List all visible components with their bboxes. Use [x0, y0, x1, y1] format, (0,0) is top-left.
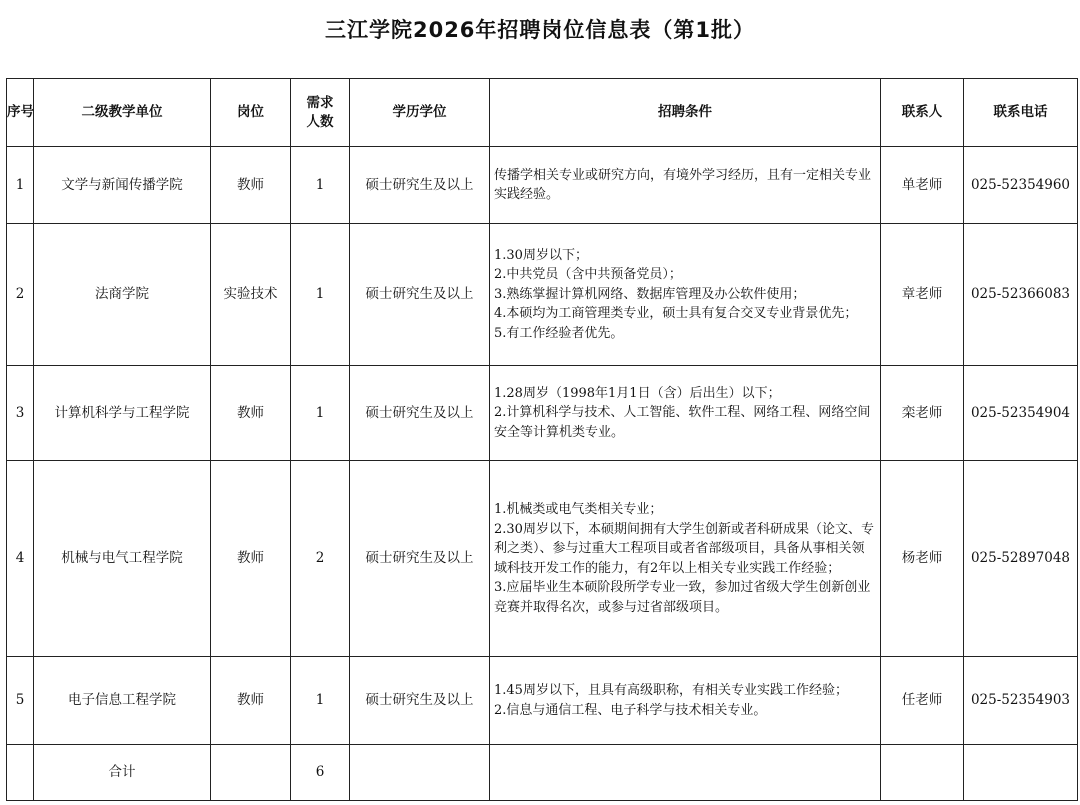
- header-row: [7, 79, 1078, 147]
- header-phone: 联系电话: [964, 79, 1078, 147]
- cell-requirements-empty: [490, 745, 881, 801]
- header-count: 需求人数: [291, 79, 350, 147]
- cell-unit: 电子信息工程学院: [34, 657, 211, 745]
- cell-phone-empty: [964, 745, 1078, 801]
- requirement-line: 1.30周岁以下；: [494, 247, 588, 263]
- cell-count: 1: [291, 147, 350, 224]
- requirement-line: 5.有工作经验者优先。: [494, 325, 624, 341]
- cell-unit: 法商学院: [34, 224, 211, 366]
- table-row: [7, 461, 1078, 657]
- cell-seq: 5: [7, 657, 34, 745]
- cell-position: 教师: [211, 366, 291, 461]
- cell-requirements: [490, 657, 881, 745]
- table-row: [7, 224, 1078, 366]
- header-seq: 序号: [7, 79, 34, 147]
- cell-seq-empty: [7, 745, 34, 801]
- cell-degree-empty: [350, 745, 490, 801]
- cell-seq: 2: [7, 224, 34, 366]
- cell-degree: 硕士研究生及以上: [350, 147, 490, 224]
- table-row: [7, 147, 1078, 224]
- header-degree: 学历学位: [350, 79, 490, 147]
- cell-phone: 025-52354904: [964, 366, 1078, 461]
- cell-contact: 任老师: [881, 657, 964, 745]
- cell-count: 1: [291, 657, 350, 745]
- recruitment-table: [6, 78, 1078, 801]
- cell-contact: 杨老师: [881, 461, 964, 657]
- page-title: 三江学院2026年招聘岗位信息表（第1批）: [324, 18, 756, 42]
- cell-degree: 硕士研究生及以上: [350, 657, 490, 745]
- cell-seq: 3: [7, 366, 34, 461]
- cell-count: 2: [291, 461, 350, 657]
- cell-position: 教师: [211, 147, 291, 224]
- cell-contact: 单老师: [881, 147, 964, 224]
- header-requirements: 招聘条件: [490, 79, 881, 147]
- total-label: 合计: [34, 745, 211, 801]
- cell-position: 教师: [211, 461, 291, 657]
- cell-phone: 025-52354960: [964, 147, 1078, 224]
- requirement-line: 3.应届毕业生本硕阶段所学专业一致，参加过省级大学生创新创业竞赛并取得名次，或参与过省部级项目。: [494, 580, 871, 615]
- cell-seq: 4: [7, 461, 34, 657]
- cell-degree: 硕士研究生及以上: [350, 461, 490, 657]
- requirement-line: 2.30周岁以下，本硕期间拥有大学生创新或者科研成果（论文、专利之类）、参与过重大工程项目或者省部级项目，具备从事相关领域科技开发工作的能力，有2年以上相关专业实践工作经验；: [494, 521, 874, 576]
- cell-requirements: [490, 224, 881, 366]
- total-row: [7, 745, 1078, 801]
- requirement-line: 1.45周岁以下，且具有高级职称，有相关专业实践工作经验；: [494, 683, 848, 698]
- cell-degree: 硕士研究生及以上: [350, 366, 490, 461]
- requirement-line: 1.28周岁（1998年1月1日（含）后出生）以下；: [494, 385, 781, 401]
- cell-count: 1: [291, 366, 350, 461]
- cell-seq: 1: [7, 147, 34, 224]
- header-contact: 联系人: [881, 79, 964, 147]
- requirement-line: 1.机械类或电气类相关专业；: [494, 502, 663, 517]
- requirement-line: 4.本硕均为工商管理类专业，硕士具有复合交叉专业背景优先；: [494, 306, 858, 322]
- cell-phone: 025-52354903: [964, 657, 1078, 745]
- cell-contact: 章老师: [881, 224, 964, 366]
- cell-phone: 025-52897048: [964, 461, 1078, 657]
- cell-contact: 栾老师: [881, 366, 964, 461]
- requirement-line: 2.中共党员（含中共预备党员）；: [494, 267, 682, 283]
- cell-position-empty: [211, 745, 291, 801]
- cell-unit: 计算机科学与工程学院: [34, 366, 211, 461]
- cell-degree: 硕士研究生及以上: [350, 224, 490, 366]
- cell-requirements: [490, 147, 881, 224]
- table-row: [7, 657, 1078, 745]
- requirement-line: 传播学相关专业或研究方向，有境外学习经历，且有一定相关专业实践经验。: [494, 167, 872, 202]
- cell-unit: 机械与电气工程学院: [34, 461, 211, 657]
- cell-count: 1: [291, 224, 350, 366]
- cell-requirements: [490, 461, 881, 657]
- requirement-line: 2.计算机科学与技术、人工智能、软件工程、网络工程、网络空间安全等计算机类专业。: [494, 405, 871, 440]
- header-unit: 二级教学单位: [34, 79, 211, 147]
- cell-requirements: [490, 366, 881, 461]
- header-position: 岗位: [211, 79, 291, 147]
- cell-phone: 025-52366083: [964, 224, 1078, 366]
- cell-position: 实验技术: [211, 224, 291, 366]
- total-count: 6: [291, 745, 350, 801]
- table-row: [7, 366, 1078, 461]
- cell-unit: 文学与新闻传播学院: [34, 147, 211, 224]
- cell-contact-empty: [881, 745, 964, 801]
- requirement-line: 3.熟练掌握计算机网络、数据库管理及办公软件使用；: [494, 286, 806, 302]
- requirement-line: 2.信息与通信工程、电子科学与技术相关专业。: [494, 702, 767, 718]
- cell-position: 教师: [211, 657, 291, 745]
